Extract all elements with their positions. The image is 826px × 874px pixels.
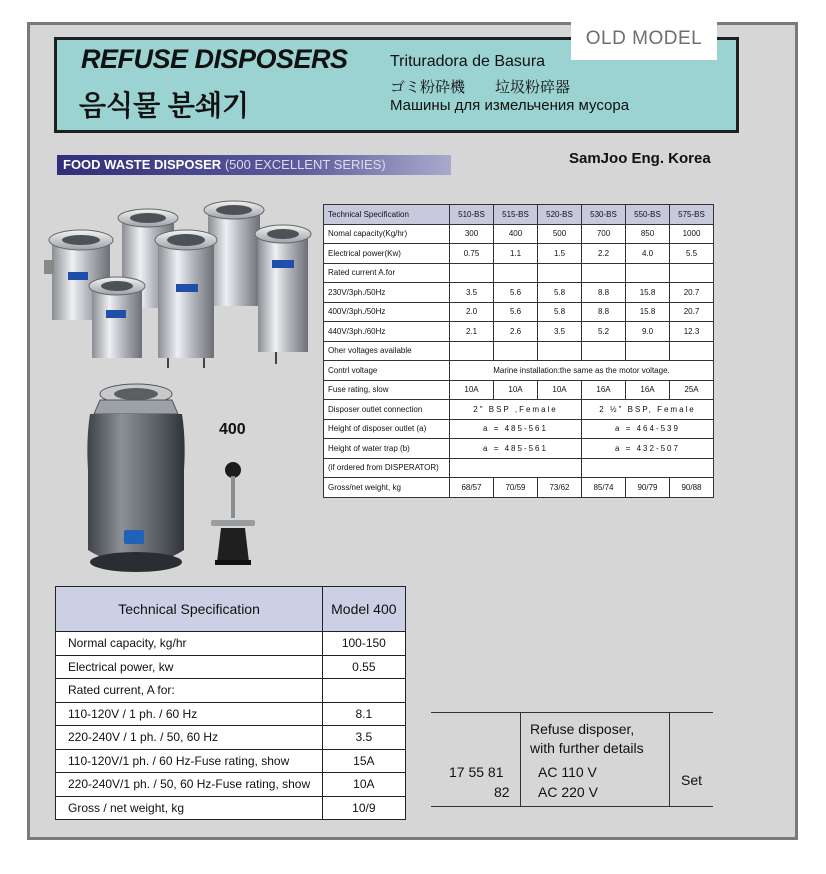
table-cell: 110-120V / 1 ph. / 60 Hz — [56, 702, 323, 726]
table-cell: 15.8 — [626, 283, 670, 303]
table-cell — [538, 263, 582, 283]
order-divider-left — [520, 712, 521, 807]
table-cell — [582, 263, 626, 283]
order-bottom-rule — [431, 806, 713, 807]
table-cell: Height of disposer outlet (a) — [324, 419, 450, 439]
title-english: REFUSE DISPOSERS — [81, 44, 348, 74]
table-cell: 110-120V/1 ph. / 60 Hz-Fuse rating, show — [56, 749, 323, 773]
table-cell: 0.55 — [323, 655, 405, 679]
table-cell: 16A — [582, 380, 626, 400]
table-cell: 5.2 — [582, 322, 626, 342]
table-cell: 10/9 — [323, 796, 405, 820]
header-cell: 515-BS — [494, 205, 538, 225]
table-cell: 220-240V / 1 ph. / 50, 60 Hz — [56, 726, 323, 750]
table-cell — [323, 679, 405, 703]
table-cell: Gross / net weight, kg — [56, 796, 323, 820]
table-cell: Electrical power, kw — [56, 655, 323, 679]
table-row — [56, 749, 406, 773]
order-code-1: 17 55 81 — [449, 764, 504, 780]
title-korean: 음식물 분쇄기 — [79, 90, 250, 121]
table-cell: Disposer outlet connection — [324, 400, 450, 420]
header-cell: 575-BS — [670, 205, 714, 225]
spec-table-model-400 — [55, 586, 406, 820]
table-cell: 16A — [626, 380, 670, 400]
table-cell: 90/79 — [626, 478, 670, 498]
table-cell: 2" BSP ,Female — [450, 400, 582, 420]
section-title: FOOD WASTE DISPOSER — [63, 157, 222, 172]
spec-table-400-header — [56, 587, 406, 632]
table-row — [56, 655, 406, 679]
table-row — [56, 773, 406, 797]
model-400-label: 400 — [219, 421, 246, 438]
table-row — [56, 702, 406, 726]
table-row — [324, 263, 714, 283]
table-cell: 5.5 — [670, 244, 714, 264]
table-cell: Normal capacity, kg/hr — [56, 632, 323, 656]
table-cell: 1000 — [670, 224, 714, 244]
disposer-group-image — [40, 198, 312, 370]
section-header — [57, 155, 451, 175]
table-cell: 400 — [494, 224, 538, 244]
table-cell: 12.3 — [670, 322, 714, 342]
table-cell: 230V/3ph./50Hz — [324, 283, 450, 303]
table-cell: 2 ½" BSP, Female — [582, 400, 714, 420]
header-cell: 550-BS — [626, 205, 670, 225]
table-cell — [450, 341, 494, 361]
table-cell: 2.1 — [450, 322, 494, 342]
header-cell: 520-BS — [538, 205, 582, 225]
table-cell: 8.8 — [582, 302, 626, 322]
table-cell: 15A — [323, 749, 405, 773]
table-row — [324, 439, 714, 459]
table-cell: 400V/3ph./50Hz — [324, 302, 450, 322]
unit-front-1 — [89, 277, 145, 358]
table-cell — [450, 458, 582, 478]
table-cell: Nomal capacity(Kg/hr) — [324, 224, 450, 244]
table-cell — [450, 263, 494, 283]
table-cell: 9.0 — [626, 322, 670, 342]
table-cell — [494, 263, 538, 283]
table-cell: 20.7 — [670, 283, 714, 303]
table-cell: 15.8 — [626, 302, 670, 322]
table-row — [56, 679, 406, 703]
order-description-line2: with further details — [530, 740, 644, 756]
table-cell: 440V/3ph./60Hz — [324, 322, 450, 342]
table-cell: a = 485-561 — [450, 419, 582, 439]
company-name: SamJoo Eng. Korea — [569, 150, 711, 167]
table-row — [324, 419, 714, 439]
table-row — [324, 283, 714, 303]
table-cell: Fuse rating, slow — [324, 380, 450, 400]
table-cell: a = 485-561 — [450, 439, 582, 459]
table-cell — [626, 263, 670, 283]
table-row — [324, 322, 714, 342]
order-voltage-2: AC 220 V — [538, 784, 598, 800]
table-cell — [582, 458, 714, 478]
table-cell: 20.7 — [670, 302, 714, 322]
table-row — [56, 632, 406, 656]
table-row — [324, 244, 714, 264]
spec-table-500-series — [323, 204, 714, 498]
table-cell: 90/88 — [670, 478, 714, 498]
table-cell: Marine installation:the same as the motor voltage. — [450, 361, 714, 381]
title-spanish: Trituradora de Basura — [390, 53, 546, 70]
order-code-2: 82 — [494, 784, 510, 800]
table-row — [324, 361, 714, 381]
table-row — [324, 458, 714, 478]
table-cell: 8.1 — [323, 702, 405, 726]
order-type: Set — [681, 772, 703, 788]
table-cell: 3.5 — [450, 283, 494, 303]
table-cell: 1.1 — [494, 244, 538, 264]
air-switch-image — [205, 458, 261, 570]
table-row — [56, 796, 406, 820]
table-cell: 8.8 — [582, 283, 626, 303]
table-row — [324, 380, 714, 400]
table-cell: 3.5 — [538, 322, 582, 342]
table-cell: Rated current A.for — [324, 263, 450, 283]
header-cell: 510-BS — [450, 205, 494, 225]
table-cell: 10A — [494, 380, 538, 400]
table-cell: 4.0 — [626, 244, 670, 264]
table-cell: 3.5 — [323, 726, 405, 750]
table-cell: 5.6 — [494, 283, 538, 303]
table-row — [324, 478, 714, 498]
table-cell: Height of water trap (b) — [324, 439, 450, 459]
table-cell: 25A — [670, 380, 714, 400]
table-cell: Contrl voltage — [324, 361, 450, 381]
title-japanese-chinese: ゴミ粉砕機 垃圾粉碎器 — [390, 79, 571, 96]
header-cell: Technical Specification — [56, 587, 323, 632]
header-cell: Technical Specification — [324, 205, 450, 225]
table-cell: 700 — [582, 224, 626, 244]
table-row — [324, 302, 714, 322]
unit-right — [255, 225, 311, 364]
order-info — [431, 712, 713, 807]
table-row — [56, 726, 406, 750]
table-cell: Gross/net weight, kg — [324, 478, 450, 498]
order-top-rule — [431, 712, 713, 713]
header-cell: 530-BS — [582, 205, 626, 225]
order-description-line1: Refuse disposer, — [530, 721, 635, 737]
table-row — [324, 341, 714, 361]
table-cell: 0.75 — [450, 244, 494, 264]
table-cell: 1.5 — [538, 244, 582, 264]
table-cell — [582, 341, 626, 361]
table-cell — [538, 341, 582, 361]
table-cell: 500 — [538, 224, 582, 244]
table-cell: 10A — [538, 380, 582, 400]
table-cell: 5.8 — [538, 302, 582, 322]
table-row — [324, 224, 714, 244]
table-cell: a = 464-539 — [582, 419, 714, 439]
table-cell: (if ordered from DISPERATOR) — [324, 458, 450, 478]
unit-front-2 — [155, 230, 217, 368]
title-russian: Машины для измельчения мусора — [390, 97, 630, 114]
table-cell: 220-240V/1 ph. / 50, 60 Hz-Fuse rating, show — [56, 773, 323, 797]
table-cell — [670, 263, 714, 283]
table-row — [324, 400, 714, 420]
order-voltage-1: AC 110 V — [538, 764, 597, 780]
table-cell: a = 432-507 — [582, 439, 714, 459]
table-cell: 300 — [450, 224, 494, 244]
table-cell: 10A — [450, 380, 494, 400]
table-cell: 2.0 — [450, 302, 494, 322]
table-cell: 10A — [323, 773, 405, 797]
header-cell: Model 400 — [323, 587, 405, 632]
table-cell: 2.2 — [582, 244, 626, 264]
table-cell: Oher voltages available — [324, 341, 450, 361]
table-cell: 100-150 — [323, 632, 405, 656]
table-cell: 85/74 — [582, 478, 626, 498]
table-cell: Electrical power(Kw) — [324, 244, 450, 264]
table-cell — [494, 341, 538, 361]
order-divider-right — [669, 712, 670, 807]
model-400-image — [78, 380, 193, 580]
spec-table-500-header — [324, 205, 714, 225]
table-cell: 850 — [626, 224, 670, 244]
table-cell — [626, 341, 670, 361]
table-cell: 2.6 — [494, 322, 538, 342]
table-cell: 5.6 — [494, 302, 538, 322]
table-cell: 70/59 — [494, 478, 538, 498]
table-cell: 68/57 — [450, 478, 494, 498]
table-cell — [670, 341, 714, 361]
table-cell: 73/62 — [538, 478, 582, 498]
table-cell: Rated current, A for: — [56, 679, 323, 703]
table-cell: 5.8 — [538, 283, 582, 303]
section-subtitle: (500 EXCELLENT SERIES) — [224, 157, 386, 172]
old-model-watermark: OLD MODEL — [571, 18, 717, 60]
